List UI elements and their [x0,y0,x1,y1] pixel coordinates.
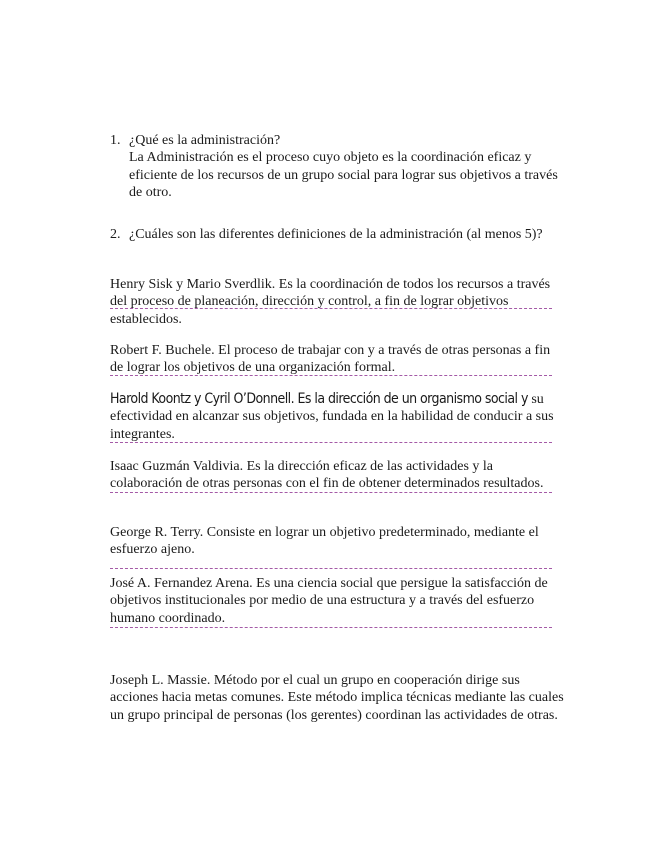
question-1-text: ¿Qué es la administración? [129,133,281,148]
definition-guzman-valdivia: Isaac Guzmán Valdivia. Es la dirección eficaz de las actividades y la colaboración de otras personas con el fin de obtener determinados resultados. [110,459,544,492]
definition-koontz-odonnell [110,391,565,443]
definition-koontz-text: su efectividad en alcanzar sus objetivos, fundada en la habilidad de conducir a sus integrantes. [110,392,554,442]
divider-5 [110,568,552,569]
divider-3 [110,442,552,443]
question-2-number: 2. [110,227,121,242]
question-1-answer: La Administración es el proceso cuyo objeto es la coordinación eficaz y eficiente de los recursos de un grupo social para lograr sus objetivos a través de otro. [129,150,558,201]
definition-terry: George R. Terry. Consiste en lograr un objetivo predeterminado, mediante el esfuerzo ajeno. [110,525,539,558]
divider-4 [110,492,552,493]
definition-fernandez-arena: José A. Fernandez Arena. Es una ciencia social que persigue la satisfacción de objetivos institucionales por medio de una estructura y a través del esfuerzo humano coordinado. [110,576,548,626]
question-2 [110,226,565,243]
definition-buchele: Robert F. Buchele. El proceso de trabajar con y a través de otras personas a fin de lograr los objetivos de una organización formal. [110,343,551,376]
question-1 [110,132,565,202]
definition-massie: Joseph L. Massie. Método por el cual un grupo en cooperación dirige sus acciones hacia metas comunes. Este método implica técnicas mediante las cuales un grupo principal de personas (los gerentes) coordinan las actividades de otras. [110,673,564,723]
definition-koontz-lead: Harold Koontz y Cyril O’Donnell. Es la dirección de un organismo social y [110,391,528,407]
divider-6 [110,627,552,628]
question-1-number: 1. [110,133,121,148]
divider-1 [110,308,552,309]
divider-2 [110,375,552,376]
question-2-text: ¿Cuáles son las diferentes definiciones de la administración (al menos 5)? [129,227,543,242]
definition-sisk-sverdlik: Henry Sisk y Mario Sverdlik. Es la coordinación de todos los recursos a través del proceso de planeación, dirección y control, a fin de lograr objetivos establecidos. [110,277,551,327]
